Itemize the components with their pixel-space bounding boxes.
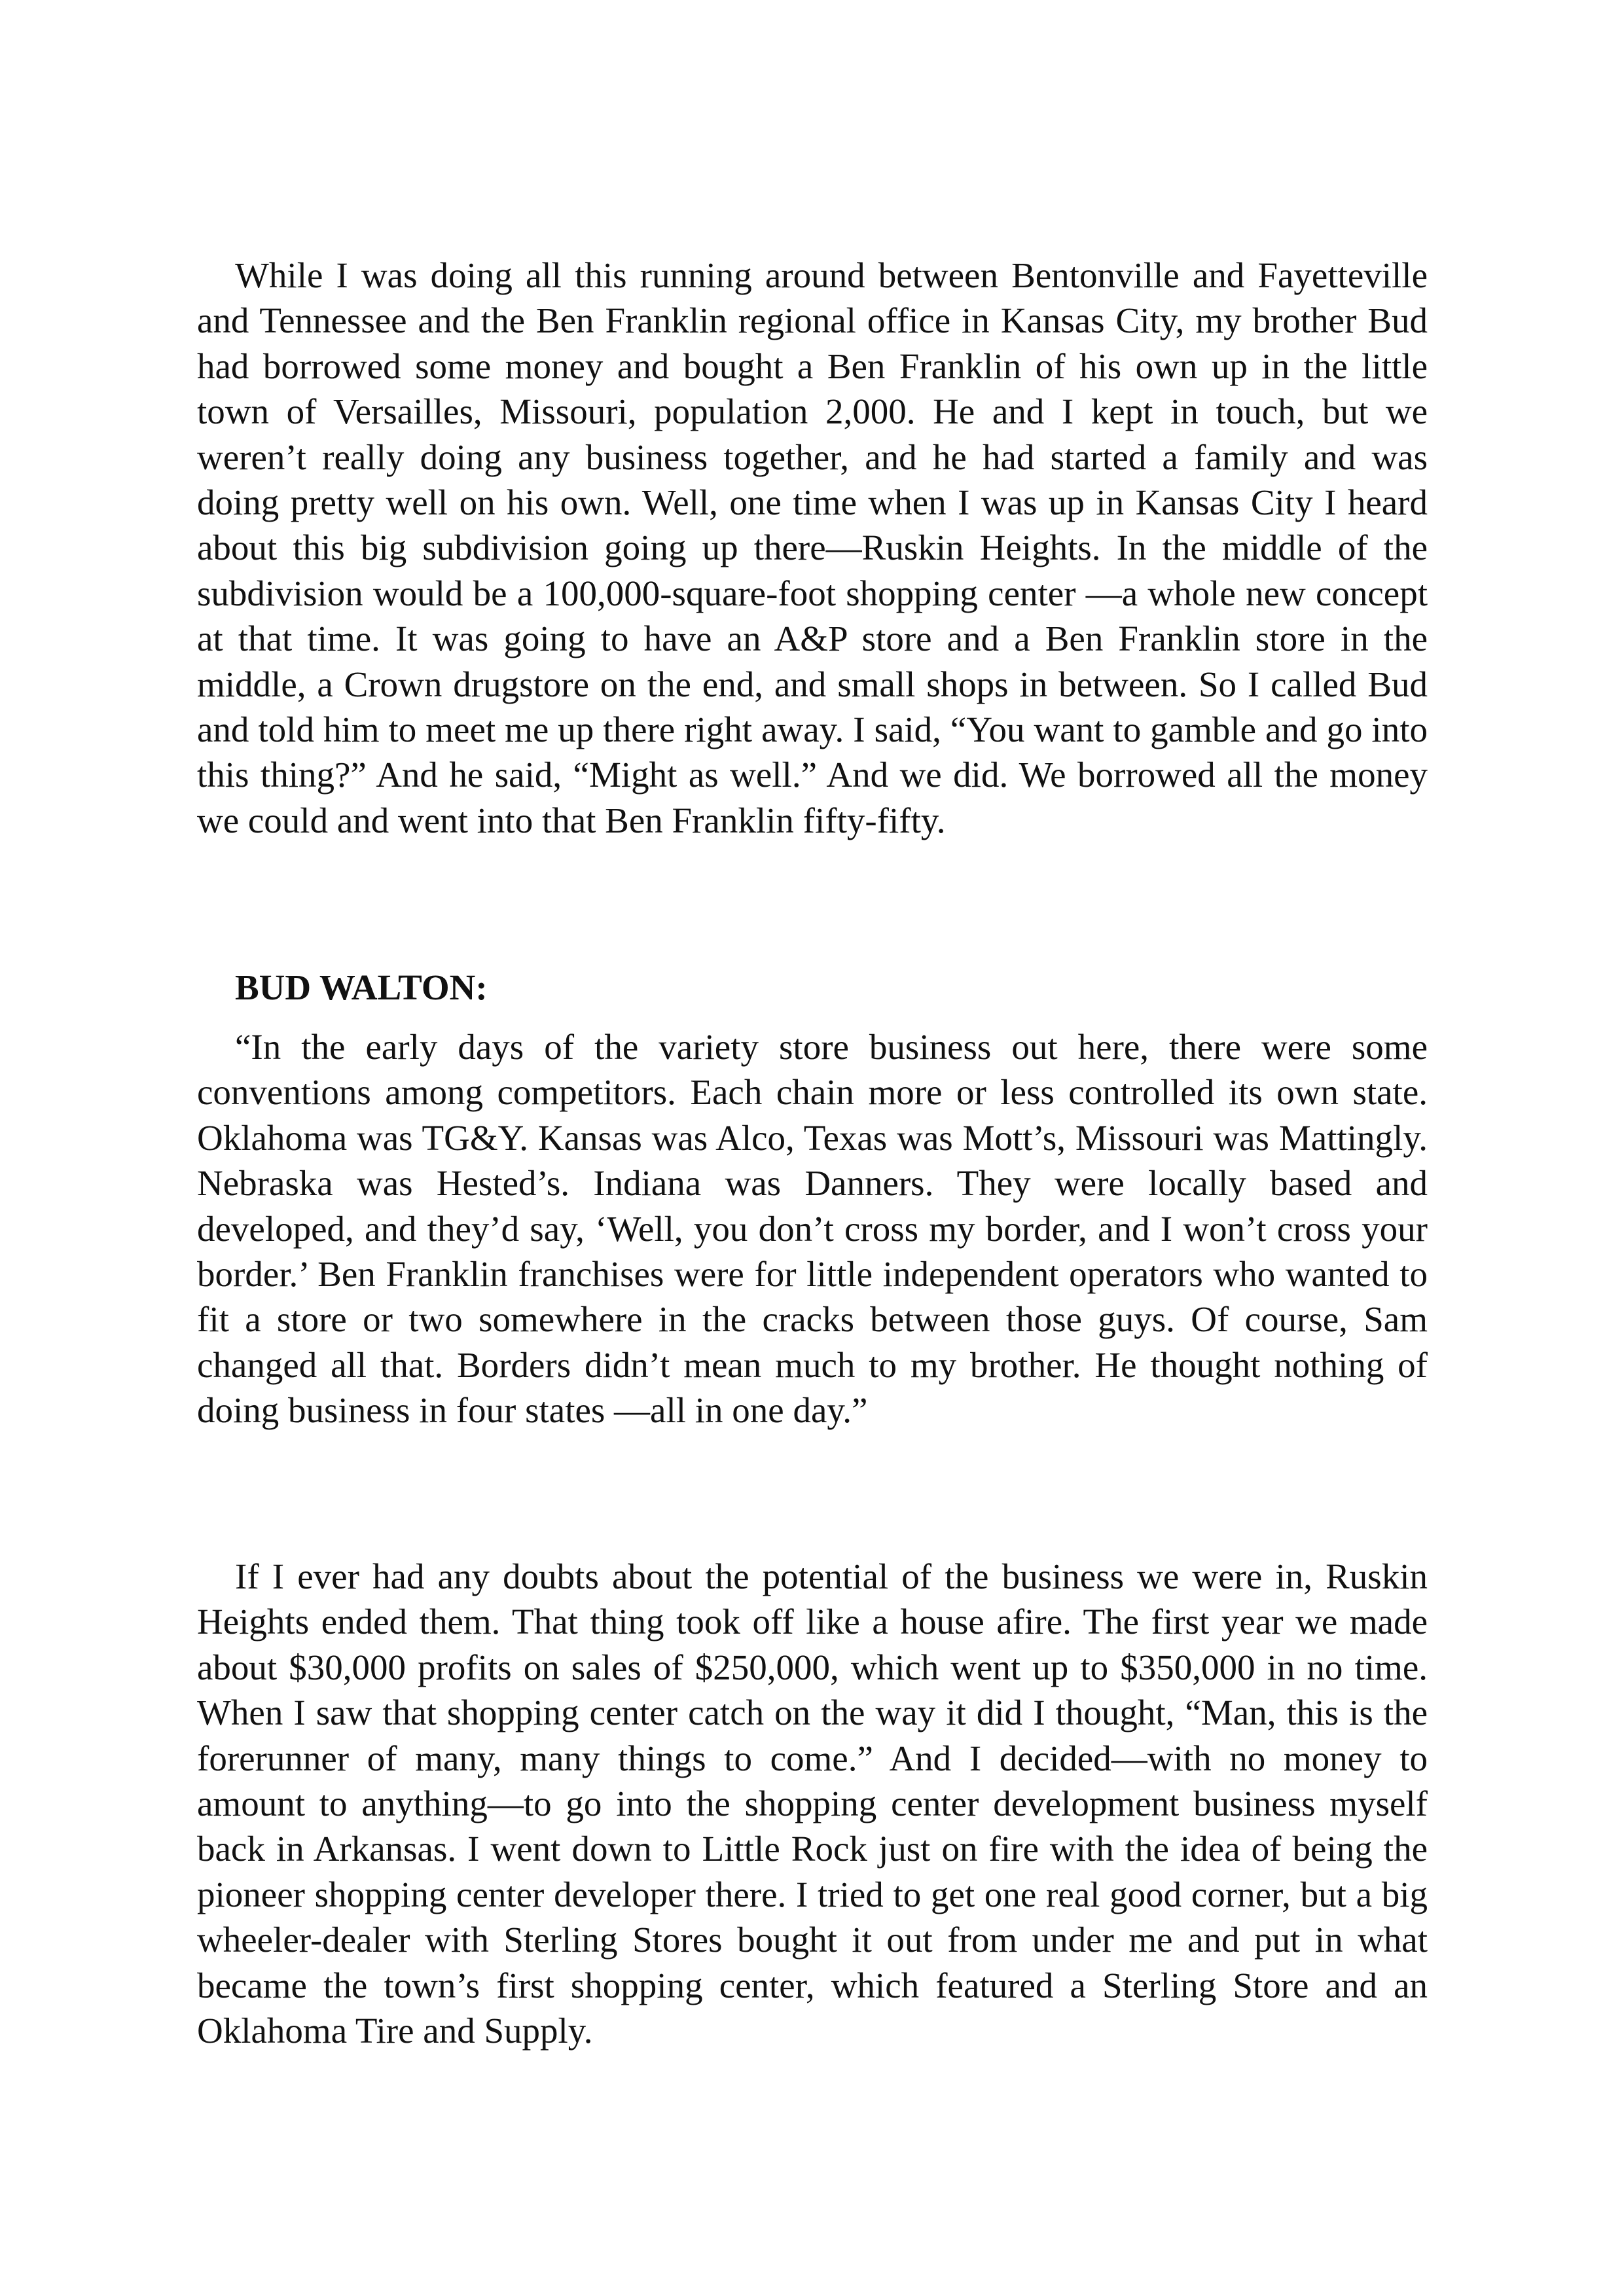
paragraph-text: If I ever had any doubts about the potential of the business we were in, Ruskin Heights ended them. That thing took off like a house afire. The first year we made about $30,000 profits on sales of $250,000, which went up to $350,000 in no time. When I saw that shopping center catch on the way it did I thought, “Man, this is the forerunner of many, many things to come.” And I decided—with no money to amount to anything—to go into the shopping center development business myself back in Arkansas. I went down to Little Rock just on fire with the idea of being the pioneer shopping center developer there. I tried to get one real good corner, but a big wheeler-dealer with Sterling Stores bought it out from under me and put in what became the town’s first shopping center, which featured a Sterling Store and an Oklahoma Tire and Supply. bbox=[197, 1556, 1428, 2051]
quote-text: “In the early days of the variety store business out here, there were some conventions among competitors. Each chain more or less controlled its own state. Oklahoma was TG&Y. Kansas was Alco, Texas was Mott’s, Missouri was Mattingly. Nebraska was Hested’s. Indiana was Danners. They were locally based and developed, and they’d say, ‘Well, you don’t cross my border, and I won’t cross your border.’ Ben Franklin franchises were for little independent operators who wanted to fit a store or two somewhere in the cracks between those guys. Of course, Sam changed all that. Borders didn’t mean much to my brother. He thought nothing of doing business in four states —all in one day.” bbox=[197, 1027, 1428, 1431]
paragraph-text: While I was doing all this running around between Bentonville and Fayetteville and Tennessee and the Ben Franklin regional office in Kansas City, my brother Bud had borrowed some money and bought a Ben Franklin of his own up in the little town of Versailles, Missouri, population 2,000. He and I kept in touch, but we weren’t really doing any business together, and he had started a family and was doing pretty well on his own. Well, one time when I was up in Kansas City I heard about this big subdivision going up there—Ruskin Heights. In the middle of the subdivision would be a 100,000-square-foot shopping center —a whole new concept at that time. It was going to have an A&P store and a Ben Franklin store in the middle, a Crown drugstore on the end, and small shops in between. So I called Bud and told him to meet me up there right away. I said, “You want to gamble and go into this thing?” And he said, “Might as well.” And we did. We borrowed all the money we could and went into that Ben Franklin fifty-fifty. bbox=[197, 255, 1428, 840]
speaker-name: BUD WALTON: bbox=[235, 967, 488, 1007]
body-paragraph-2 bbox=[197, 1554, 1428, 2053]
quote-paragraph bbox=[197, 1024, 1428, 1433]
speaker-heading bbox=[197, 965, 1428, 1010]
body-paragraph-1 bbox=[197, 253, 1428, 843]
